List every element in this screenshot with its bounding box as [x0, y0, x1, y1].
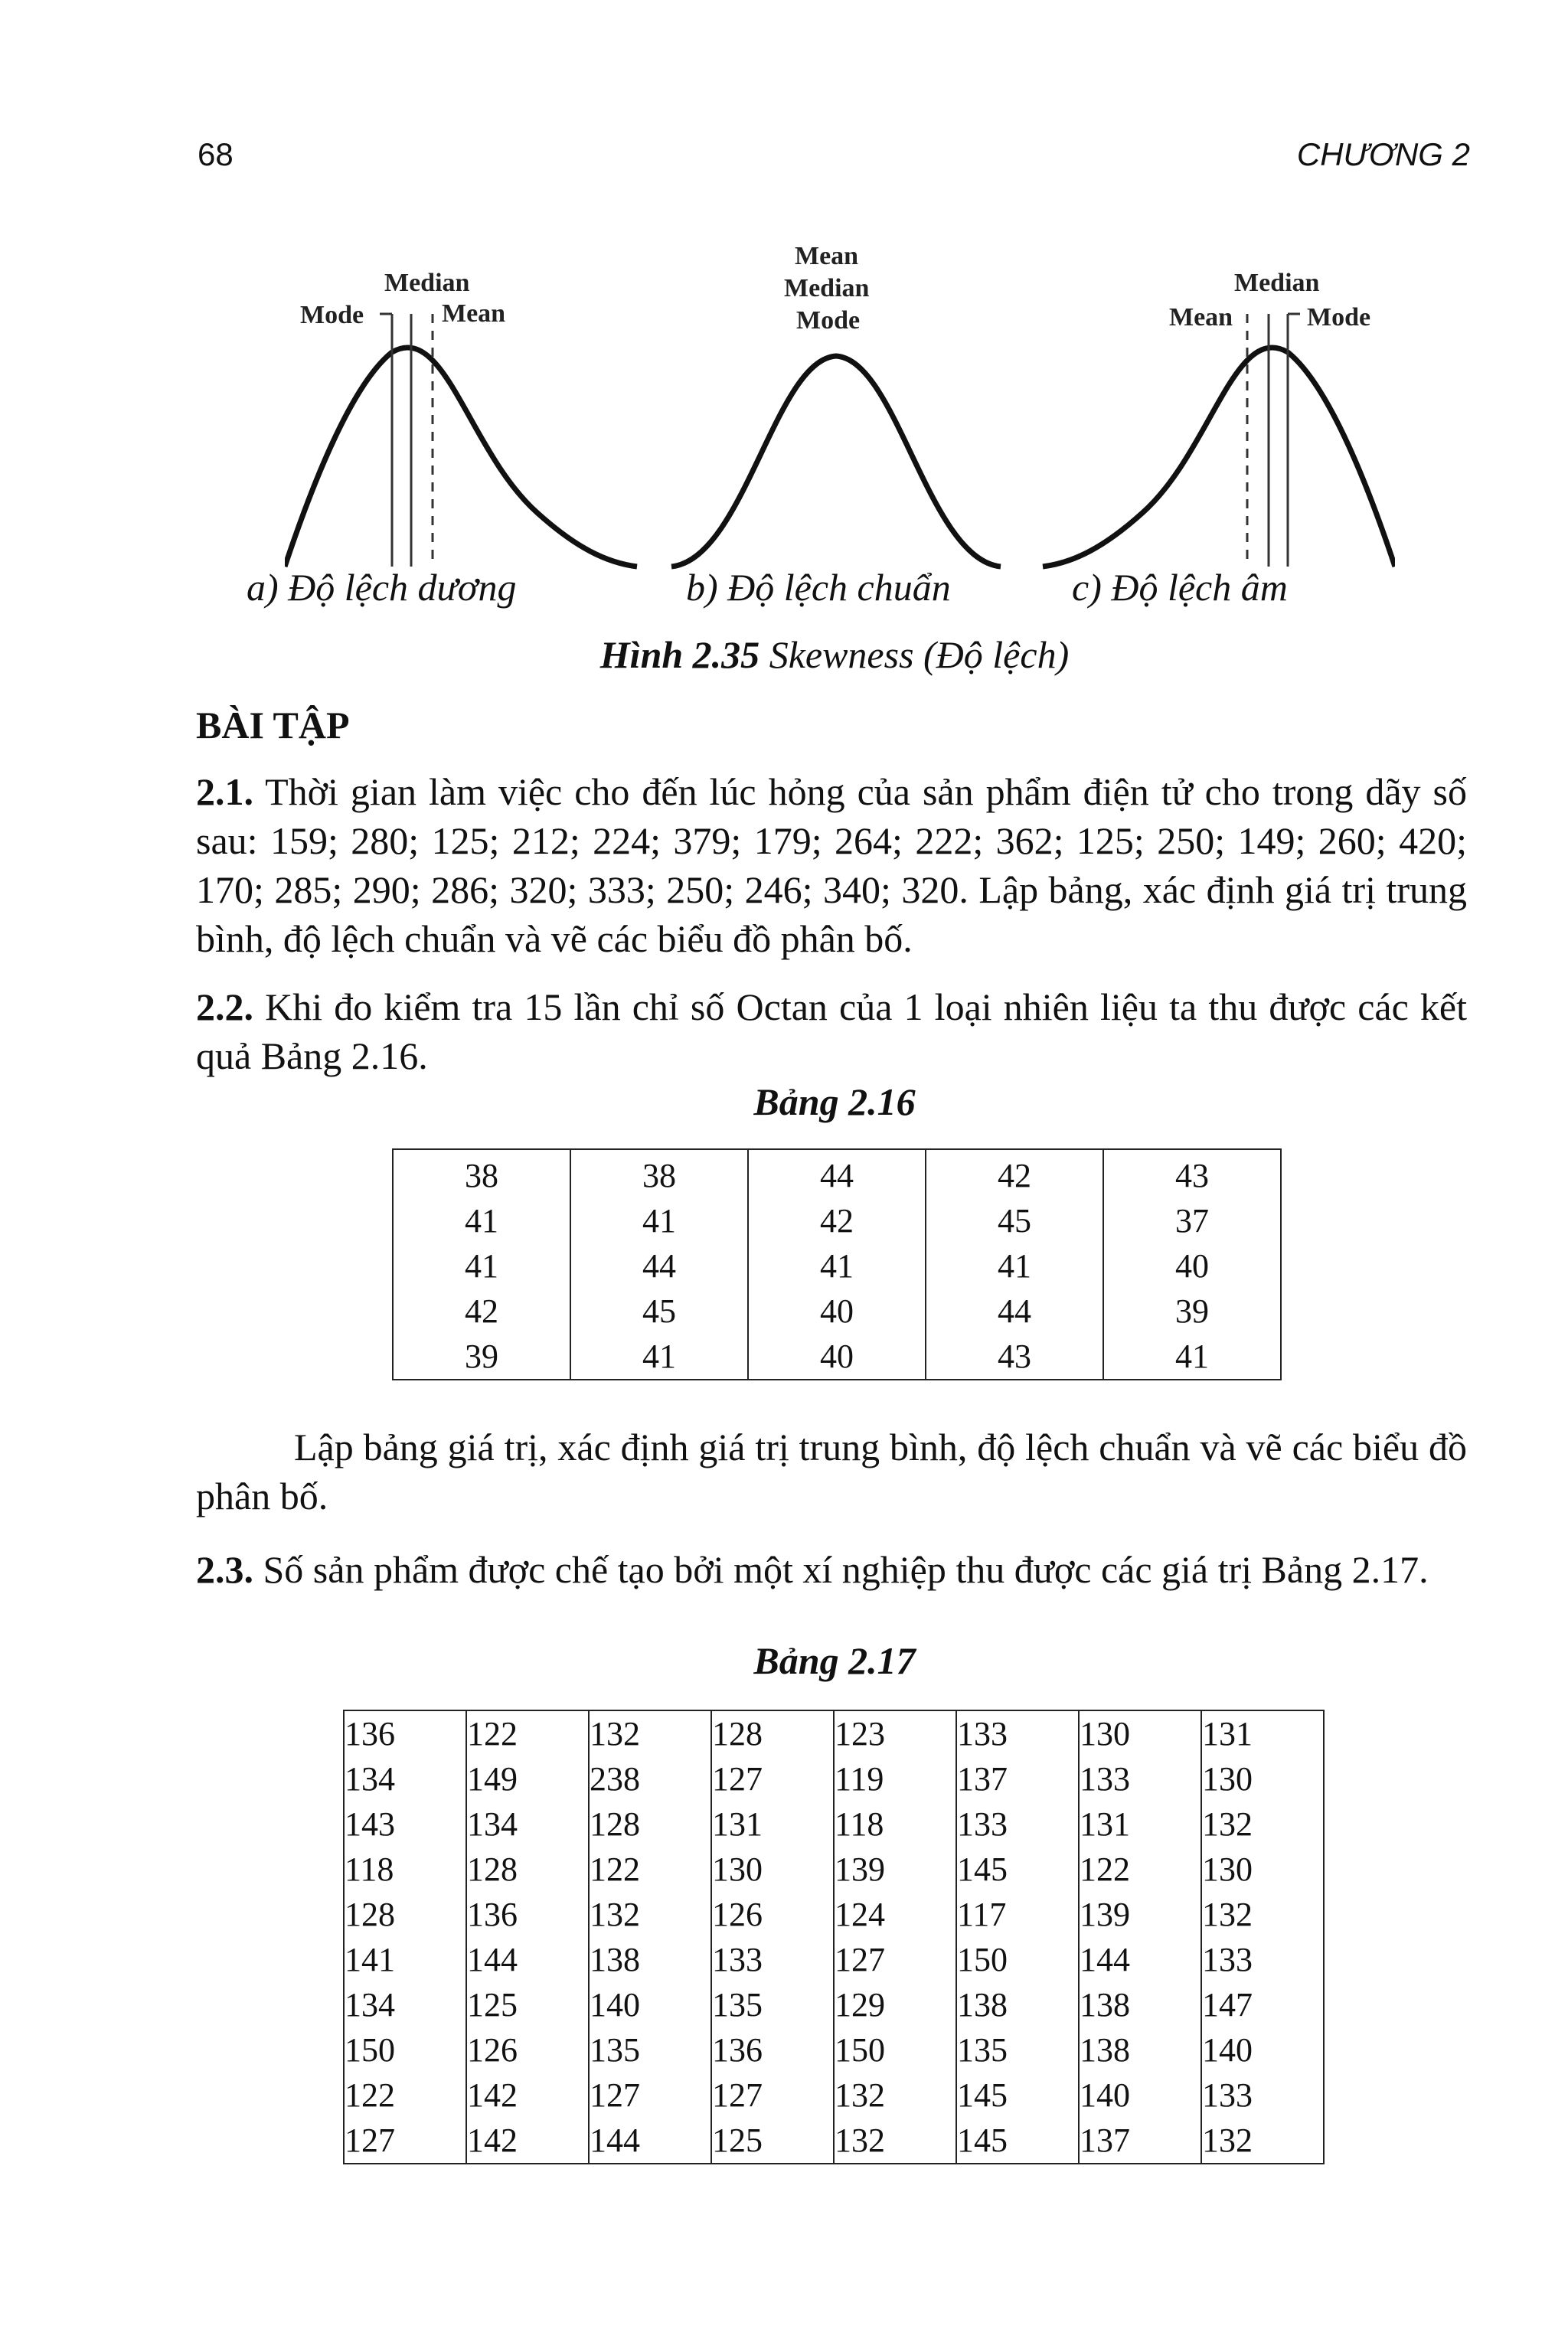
- table-cell: 138: [1079, 2027, 1201, 2073]
- table-row: [344, 1802, 1324, 1847]
- label-mean-b: Mean: [795, 242, 859, 270]
- table-cell: 132: [1201, 1892, 1324, 1937]
- table-cell: 132: [834, 2073, 956, 2118]
- positive-skew-curve: [285, 348, 637, 567]
- table-cell: 144: [589, 2118, 711, 2164]
- table-row: [344, 1756, 1324, 1802]
- label-median-b: Median: [784, 274, 870, 302]
- table-cell: 41: [1103, 1334, 1281, 1380]
- figure-caption-text: Skewness (Độ lệch): [760, 633, 1070, 676]
- table-cell: 119: [834, 1756, 956, 1802]
- subcaption-c: c) Độ lệch âm: [1072, 566, 1288, 609]
- table-cell: 43: [926, 1334, 1103, 1380]
- table-cell: 133: [711, 1937, 834, 1982]
- exercise-text: Thời gian làm việc cho đến lúc hỏng của sản phẩm điện tử cho trong dãy số sau: 159; 280; 125; 212; 224; 379; 179; 264; 222; 362; 125; 250; 149; 260; 420; 170; 285; 290; 286; 320; 333; 250; 246; 340; 320. Lập bảng, xác định giá trị trung bình, độ lệch chuẩn và vẽ các biểu đồ phân bố.: [196, 770, 1467, 960]
- table-cell: 133: [1201, 2073, 1324, 2118]
- table-cell: 38: [393, 1149, 570, 1198]
- table-cell: 133: [1201, 1937, 1324, 1982]
- table-cell: 41: [393, 1243, 570, 1289]
- table-217: [343, 1710, 1325, 2164]
- table-cell: 147: [1201, 1982, 1324, 2027]
- table-cell: 144: [466, 1937, 589, 1982]
- table-row: [344, 1892, 1324, 1937]
- table-cell: 44: [570, 1243, 748, 1289]
- table-cell: 132: [1201, 2118, 1324, 2164]
- table-cell: 128: [344, 1892, 466, 1937]
- table-cell: 133: [956, 1802, 1079, 1847]
- table-cell: 134: [466, 1802, 589, 1847]
- table-216-title: Bảng 2.16: [753, 1080, 916, 1123]
- figure-number: Hình 2.35: [599, 633, 760, 676]
- panel-symmetric: [671, 242, 1001, 567]
- exercise-number: 2.1.: [196, 770, 253, 813]
- table-cell: 145: [956, 1847, 1079, 1892]
- table-row: [344, 1847, 1324, 1892]
- table-cell: 124: [834, 1892, 956, 1937]
- table-cell: 126: [711, 1892, 834, 1937]
- table-cell: 39: [1103, 1289, 1281, 1334]
- table-cell: 127: [834, 1937, 956, 1982]
- table-cell: 42: [926, 1149, 1103, 1198]
- table-cell: 142: [466, 2118, 589, 2164]
- table-cell: 122: [589, 1847, 711, 1892]
- table-cell: 37: [1103, 1198, 1281, 1243]
- exercise-number: 2.3.: [196, 1548, 253, 1591]
- table-cell: 134: [344, 1982, 466, 2027]
- table-cell: 42: [748, 1198, 926, 1243]
- exercise-number: 2.2.: [196, 985, 253, 1028]
- table-row: [393, 1149, 1281, 1198]
- table-cell: 144: [1079, 1937, 1201, 1982]
- label-mode-c: Mode: [1307, 303, 1371, 332]
- table-cell: 145: [956, 2073, 1079, 2118]
- table-row: [344, 1937, 1324, 1982]
- table-cell: 38: [570, 1149, 748, 1198]
- chapter-title: CHƯƠNG 2: [1296, 136, 1470, 172]
- figure-caption: [0, 632, 1568, 677]
- table-cell: 128: [466, 1847, 589, 1892]
- table-cell: 134: [344, 1756, 466, 1802]
- table-cell: 136: [344, 1710, 466, 1756]
- table-cell: 132: [589, 1892, 711, 1937]
- table-cell: 41: [926, 1243, 1103, 1289]
- table-cell: 138: [589, 1937, 711, 1982]
- symmetric-curve: [671, 356, 1001, 567]
- table-cell: 131: [711, 1802, 834, 1847]
- table-cell: 145: [956, 2118, 1079, 2164]
- table-cell: 137: [956, 1756, 1079, 1802]
- table-cell: 150: [834, 2027, 956, 2073]
- table-cell: 41: [393, 1198, 570, 1243]
- table-row: [393, 1243, 1281, 1289]
- table-cell: 130: [711, 1847, 834, 1892]
- table-cell: 128: [711, 1710, 834, 1756]
- table-cell: 140: [1201, 2027, 1324, 2073]
- table-cell: 41: [748, 1243, 926, 1289]
- table-cell: 136: [711, 2027, 834, 2073]
- table-cell: 150: [344, 2027, 466, 2073]
- page-number: 68: [198, 136, 234, 172]
- table-row: [344, 1710, 1324, 1756]
- label-median-a: Median: [384, 269, 470, 297]
- exercise-2-3: [196, 1545, 1467, 1594]
- table-cell: 40: [748, 1334, 926, 1380]
- table-cell: 133: [956, 1710, 1079, 1756]
- table-cell: 136: [466, 1892, 589, 1937]
- table-cell: 129: [834, 1982, 956, 2027]
- table-cell: 137: [1079, 2118, 1201, 2164]
- table-cell: 45: [926, 1198, 1103, 1243]
- negative-skew-curve: [1043, 348, 1395, 567]
- table-cell: 122: [1079, 1847, 1201, 1892]
- table-row: [393, 1289, 1281, 1334]
- table-cell: 149: [466, 1756, 589, 1802]
- table-row: [393, 1334, 1281, 1380]
- table-cell: 122: [466, 1710, 589, 1756]
- table-cell: 133: [1079, 1756, 1201, 1802]
- table-cell: 127: [711, 2073, 834, 2118]
- label-mean-c: Mean: [1169, 303, 1233, 332]
- subcaption-b: b) Độ lệch chuẩn: [686, 566, 951, 609]
- label-mode-a: Mode: [300, 301, 364, 329]
- table-row: [344, 1982, 1324, 2027]
- table-cell: 140: [589, 1982, 711, 2027]
- table-cell: 132: [834, 2118, 956, 2164]
- subcaption-a: a) Độ lệch dương: [247, 566, 517, 609]
- label-median-c: Median: [1234, 269, 1320, 297]
- table-cell: 142: [466, 2073, 589, 2118]
- table-cell: 126: [466, 2027, 589, 2073]
- table-cell: 135: [589, 2027, 711, 2073]
- table-cell: 43: [1103, 1149, 1281, 1198]
- table-row: [344, 2027, 1324, 2073]
- table-cell: 131: [1079, 1802, 1201, 1847]
- table-cell: 130: [1201, 1756, 1324, 1802]
- label-mean-a: Mean: [442, 299, 506, 328]
- table-cell: 139: [1079, 1892, 1201, 1937]
- table-cell: 143: [344, 1802, 466, 1847]
- table-216: [392, 1148, 1282, 1380]
- table-cell: 141: [344, 1937, 466, 1982]
- label-mode-b: Mode: [796, 306, 861, 335]
- table-cell: 127: [589, 2073, 711, 2118]
- table-cell: 140: [1079, 2073, 1201, 2118]
- exercise-text: Số sản phẩm được chế tạo bởi một xí nghiệp thu được các giá trị Bảng 2.17.: [253, 1548, 1429, 1591]
- table-cell: 135: [711, 1982, 834, 2027]
- table-cell: 127: [711, 1756, 834, 1802]
- table-cell: 125: [466, 1982, 589, 2027]
- table-cell: 123: [834, 1710, 956, 1756]
- table-cell: 132: [1201, 1802, 1324, 1847]
- exercise-2-2-instruction: Lập bảng giá trị, xác định giá trị trung bình, độ lệch chuẩn và vẽ các biểu đồ phân bố.: [196, 1426, 1467, 1517]
- table-217-title: Bảng 2.17: [753, 1639, 916, 1682]
- table-cell: 130: [1079, 1710, 1201, 1756]
- panel-positive-skew: [285, 269, 637, 567]
- table-cell: 139: [834, 1847, 956, 1892]
- table-cell: 130: [1201, 1847, 1324, 1892]
- exercise-2-1: [196, 767, 1467, 963]
- table-cell: 45: [570, 1289, 748, 1334]
- exercise-2-2: [196, 982, 1467, 1080]
- table-cell: 40: [1103, 1243, 1281, 1289]
- table-cell: 122: [344, 2073, 466, 2118]
- table-cell: 117: [956, 1892, 1079, 1937]
- table-cell: 41: [570, 1198, 748, 1243]
- table-cell: 42: [393, 1289, 570, 1334]
- table-row: [344, 2073, 1324, 2118]
- table-cell: 138: [956, 1982, 1079, 2027]
- table-cell: 44: [748, 1149, 926, 1198]
- skewness-diagram: [285, 222, 1395, 582]
- table-cell: 39: [393, 1334, 570, 1380]
- table-cell: 40: [748, 1289, 926, 1334]
- skewness-figure: [285, 222, 1395, 582]
- table-cell: 118: [834, 1802, 956, 1847]
- table-cell: 118: [344, 1847, 466, 1892]
- table-cell: 131: [1201, 1710, 1324, 1756]
- panel-negative-skew: [1043, 269, 1395, 567]
- table-cell: 44: [926, 1289, 1103, 1334]
- table-cell: 125: [711, 2118, 834, 2164]
- table-cell: 138: [1079, 1982, 1201, 2027]
- table-cell: 41: [570, 1334, 748, 1380]
- table-cell: 238: [589, 1756, 711, 1802]
- table-cell: 128: [589, 1802, 711, 1847]
- table-cell: 135: [956, 2027, 1079, 2073]
- table-row: [393, 1198, 1281, 1243]
- table-cell: 150: [956, 1937, 1079, 1982]
- section-title: BÀI TẬP: [196, 704, 350, 746]
- table-row: [344, 2118, 1324, 2164]
- table-cell: 127: [344, 2118, 466, 2164]
- exercise-text: Khi đo kiểm tra 15 lần chỉ số Octan của 1 loại nhiên liệu ta thu được các kết quả Bảng 2.16.: [196, 985, 1467, 1077]
- table-cell: 132: [589, 1710, 711, 1756]
